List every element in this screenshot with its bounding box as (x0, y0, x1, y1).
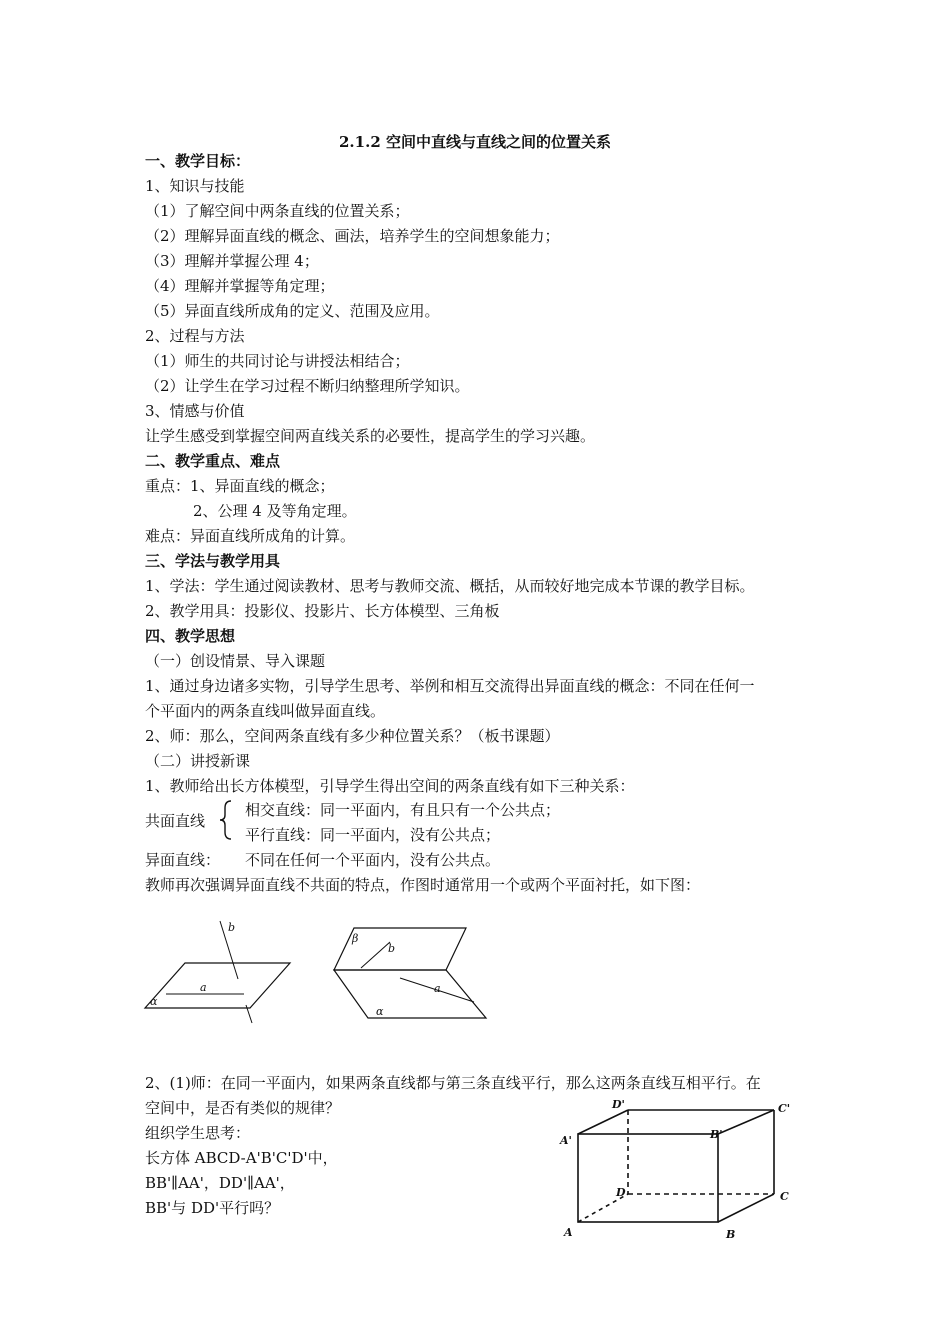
vertex-label-d: D (616, 1186, 626, 1199)
text-line: 2、师：那么，空间两条直线有多少种位置关系？（板书课题） (145, 727, 560, 745)
text-line: （二）讲授新课 (145, 752, 251, 770)
vertex-label-a1: A' (560, 1134, 572, 1147)
text-line: 2、教学用具：投影仪、投影片、长方体模型、三角板 (145, 602, 500, 620)
text-line: 教师再次强调异面直线不共面的特点，作图时通常用一个或两个平面衬托，如下图： (145, 876, 701, 894)
text-line: （3）理解并掌握公理 4； (145, 252, 319, 270)
heading-key-points: 二、教学重点、难点 (145, 452, 281, 470)
fig1-label-a: a (200, 981, 207, 994)
text-line: （2）让学生在学习过程不断归纳整理所学知识。 (145, 377, 470, 395)
page-title: 2.1.2 空间中直线与直线之间的位置关系 (339, 133, 611, 151)
skew-lines-figure-1 (140, 915, 300, 1027)
text-line: 个平面内的两条直线叫做异面直线。 (145, 702, 386, 720)
brace-icon (217, 799, 237, 841)
subheading-process: 2、过程与方法 (145, 327, 245, 345)
vertex-label-c: C (780, 1190, 789, 1203)
fig2-label-b: b (388, 942, 396, 955)
text-line: 2、公理 4 及等角定理。 (193, 502, 357, 520)
heading-methods: 三、学法与教学用具 (145, 552, 281, 570)
skew-def: 不同在任何一个平面内，没有公共点。 (245, 851, 501, 869)
text-line: 难点：异面直线所成角的计算。 (145, 527, 356, 545)
text-line: 重点：1、异面直线的概念； (145, 477, 335, 495)
vertex-label-d1: D' (612, 1098, 625, 1111)
text-line: （2）理解异面直线的概念、画法，培养学生的空间想象能力； (145, 227, 560, 245)
skew-lines-figure-2 (328, 922, 488, 1022)
text-line: BB'与 DD'平行吗？ (145, 1199, 280, 1217)
vertex-label-b1: B' (710, 1128, 723, 1141)
text-line: （5）异面直线所成角的定义、范围及应用。 (145, 302, 440, 320)
coplanar-label: 共面直线 (145, 812, 206, 830)
text-line: 1、通过身边诸多实物，引导学生思考、举例和相互交流得出异面直线的概念：不同在任何一 (145, 677, 755, 695)
fig2-label-beta: β (352, 932, 359, 945)
subheading-knowledge: 1、知识与技能 (145, 177, 245, 195)
fig2-label-alpha: α (376, 1005, 384, 1018)
text-line: 2、(1)师：在同一平面内，如果两条直线都与第三条直线平行，那么这两条直线互相平行。在 (145, 1074, 761, 1092)
text-line: 让学生感受到掌握空间两直线关系的必要性，提高学生的学习兴趣。 (145, 427, 596, 445)
heading-objectives: 一、教学目标： (145, 152, 251, 170)
skew-label: 异面直线： (145, 851, 221, 869)
vertex-label-a: A (564, 1226, 573, 1239)
text-line: 长方体 ABCD-A'B'C'D'中， (145, 1149, 338, 1167)
fig1-label-alpha: α (150, 995, 158, 1008)
cuboid-figure (556, 1096, 796, 1244)
text-line: （一）创设情景、导入课题 (145, 652, 326, 670)
subheading-emotion: 3、情感与价值 (145, 402, 245, 420)
text-line: （1）师生的共同讨论与讲授法相结合； (145, 352, 410, 370)
vertex-label-b: B (726, 1228, 736, 1241)
text-line: 1、教师给出长方体模型，引导学生得出空间的两条直线有如下三种关系： (145, 777, 635, 795)
heading-teaching-ideas: 四、教学思想 (145, 627, 236, 645)
text-line: 1、学法：学生通过阅读教材、思考与教师交流、概括，从而较好地完成本节课的教学目标。 (145, 577, 755, 595)
text-line: （4）理解并掌握等角定理； (145, 277, 335, 295)
text-line: 空间中，是否有类似的规律？ (145, 1099, 341, 1117)
parallel-lines-def: 平行直线：同一平面内，没有公共点； (245, 826, 501, 844)
fig1-label-b: b (228, 921, 236, 934)
intersect-lines-def: 相交直线：同一平面内，有且只有一个公共点； (245, 801, 561, 819)
text-line: BB'∥AA'，DD'∥AA'， (145, 1174, 295, 1192)
text-line: 组织学生思考： (145, 1124, 251, 1142)
text-line: （1）了解空间中两条直线的位置关系； (145, 202, 410, 220)
fig2-label-a: a (434, 982, 441, 995)
vertex-label-c1: C' (778, 1102, 791, 1115)
